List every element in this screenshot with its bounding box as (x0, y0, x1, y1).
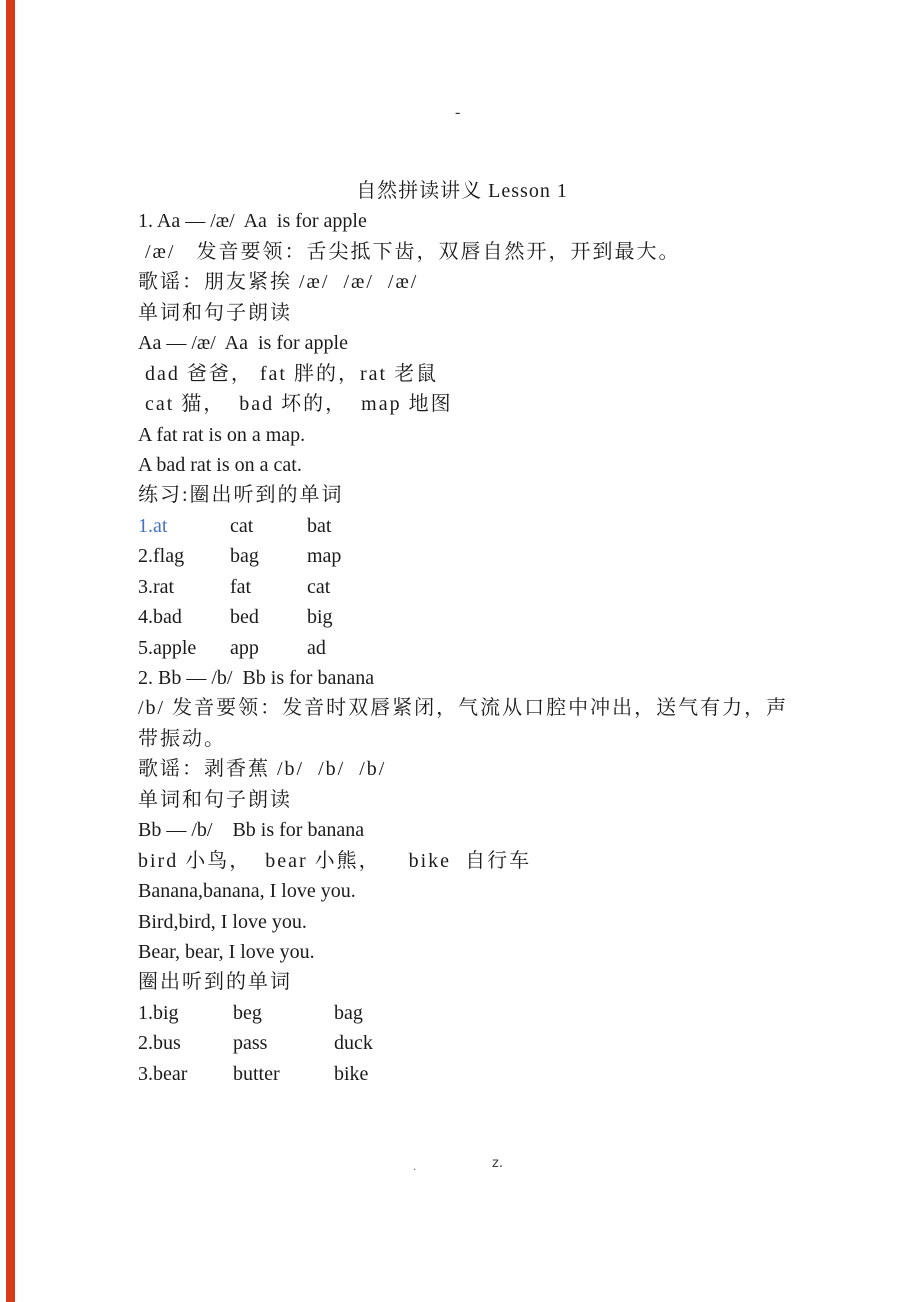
line-sentence-fat-rat: A fat rat is on a map. (138, 423, 306, 446)
word-cell: bat (307, 514, 332, 537)
word-cell: fat (230, 575, 252, 598)
word-cell: bag (230, 545, 259, 568)
word-cell: pass (233, 1032, 268, 1055)
table-row (138, 1059, 808, 1089)
line-words-dad-fat-rat: dad 爸爸， fat 胖的，rat 老鼠 (138, 362, 439, 385)
line-ae-chant: 歌谣：朋友紧挨 /æ/ /æ/ /æ/ (138, 271, 419, 294)
word-cell: duck (334, 1032, 373, 1055)
word-cell: 1.big (138, 1001, 179, 1024)
line-sentence-bird: Bird,bird, I love you. (138, 910, 307, 933)
word-cell: ad (307, 636, 326, 659)
word-cell: big (307, 606, 333, 629)
word-cell: butter (233, 1062, 280, 1085)
table-row (138, 998, 808, 1028)
line-reading-heading-1: 单词和句子朗读 (138, 301, 292, 324)
line-sentence-bad-rat: A bad rat is on a cat. (138, 453, 302, 476)
line-bb-heading: 2. Bb — /b/ Bb is for banana (138, 667, 375, 689)
word-cell: app (230, 636, 259, 659)
footer-dot-mark: . (413, 1158, 417, 1173)
table-row (138, 541, 808, 571)
left-accent-bar (6, 0, 15, 1302)
line-bb-repeat: Bb — /b/ Bb is for banana (138, 819, 365, 842)
line-exercise-heading-1: 练习:圈出听到的单词 (138, 484, 344, 507)
document-content (138, 176, 808, 1089)
table-row (138, 511, 808, 541)
word-cell: 2.bus (138, 1032, 181, 1055)
line-sentence-bear: Bear, bear, I love you. (138, 940, 315, 963)
line-reading-heading-2: 单词和句子朗读 (138, 788, 292, 811)
footer-z-mark: z. (492, 1156, 503, 1171)
line-exercise-heading-2: 圈出听到的单词 (138, 971, 292, 994)
page-title: 自然拼读讲义 Lesson 1 (356, 180, 568, 202)
table-row (138, 602, 808, 632)
table-row (138, 633, 808, 663)
table-row (138, 1028, 808, 1058)
exercise-table-1 (138, 511, 808, 663)
table-row (138, 572, 808, 602)
word-cell: bag (334, 1001, 363, 1024)
word-cell: beg (233, 1001, 262, 1024)
line-aa-heading: 1. Aa — /æ/ Aa is for apple (138, 210, 367, 233)
word-cell: bike (334, 1062, 369, 1085)
word-cell: 3.rat (138, 575, 175, 598)
line-words-bird-bear-bike: bird 小鸟， bear 小熊， bike 自行车 (138, 849, 532, 872)
word-cell: 5.apple (138, 636, 197, 659)
line-b-pronunciation-tip-2: 带振动。 (138, 727, 226, 750)
exercise-table-2 (138, 998, 808, 1089)
word-cell: 4.bad (138, 606, 182, 629)
line-sentence-banana: Banana,banana, I love you. (138, 880, 356, 903)
line-b-pronunciation-tip-1: /b/ 发音要领：发音时双唇紧闭，气流从口腔中冲出，送气有力，声 (138, 697, 789, 720)
word-cell-highlighted: 1.at (138, 514, 168, 537)
word-cell: 3.bear (138, 1062, 188, 1085)
word-cell: cat (230, 514, 254, 537)
word-cell: cat (307, 575, 331, 598)
line-words-cat-bad-map: cat 猫， bad 坏的， map 地图 (138, 393, 453, 416)
word-cell: 2.flag (138, 545, 185, 568)
word-cell: bed (230, 606, 259, 629)
word-cell: map (307, 545, 342, 568)
line-aa-repeat: Aa — /æ/ Aa is for apple (138, 332, 348, 355)
line-b-chant: 歌谣：剥香蕉 /b/ /b/ /b/ (138, 758, 387, 781)
line-ae-pronunciation-tip: /æ/ 发音要领：舌尖抵下齿，双唇自然开，开到最大。 (138, 240, 681, 263)
header-dash-mark: - (455, 104, 461, 121)
